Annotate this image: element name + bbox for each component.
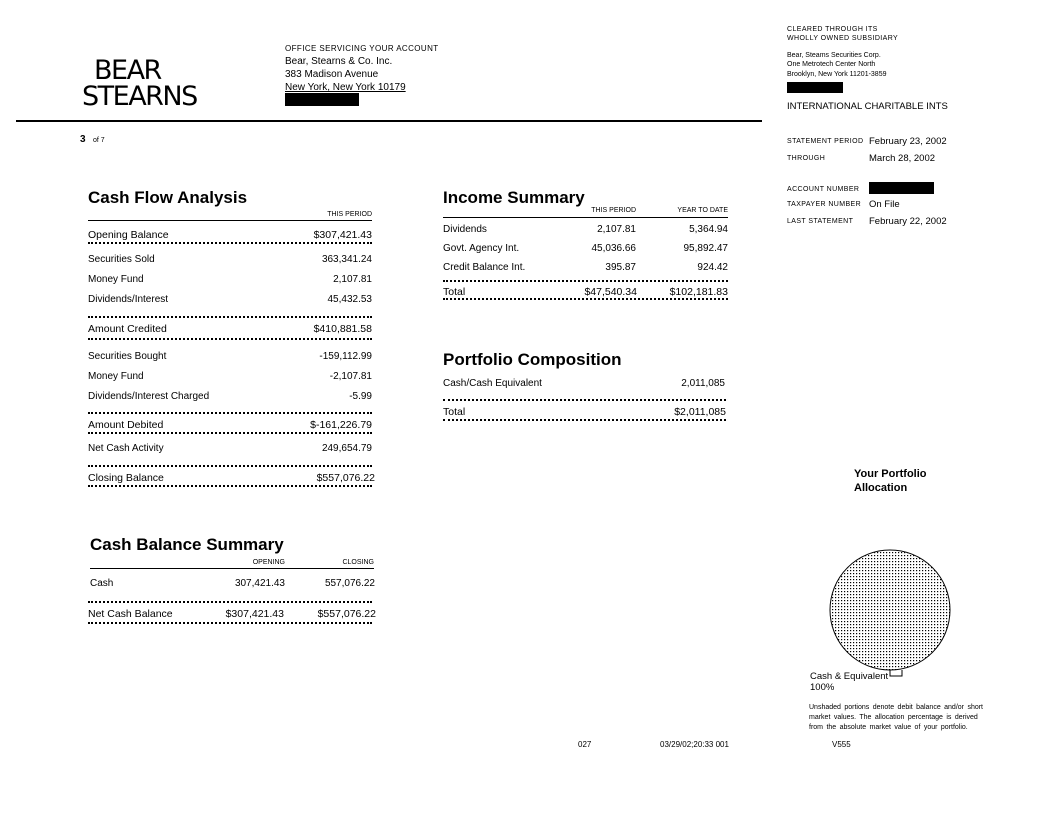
income-row-ytd: 95,892.47 [683,243,728,254]
header-rule [16,120,762,122]
page-indicator [80,129,105,147]
pie-slice-cash-equivalent [830,550,950,670]
cash-balance-col-opening: OPENING [252,559,285,566]
credit-label: Money Fund [88,274,144,285]
income-row-ytd: 5,364.94 [689,224,728,235]
income-row-period: 45,036.66 [591,243,636,254]
pie-slice-percent: 100% [810,682,835,693]
portfolio-total-value: $2,011,085 [674,406,726,418]
income-row-label: Govt. Agency Int. [443,243,520,254]
redacted-box [285,93,359,106]
last-statement-label: LAST STATEMENT [787,218,854,225]
net-cash-balance-label: Net Cash Balance [88,608,173,620]
pie-leader-line [890,670,902,676]
portfolio-total-label: Total [443,406,466,418]
clearing-street: One Metrotech Center North [787,61,876,68]
dotted-rule [88,412,372,414]
portfolio-row-label: Cash/Cash Equivalent [443,378,542,389]
cash-balance-rule [90,568,374,569]
allocation-title-line-1: Your Portfolio [854,468,927,480]
credit-value: 45,432.53 [327,294,372,305]
taxpayer-value: On File [869,199,900,210]
net-cash-activity-value: 249,654.79 [321,443,372,454]
pie-slice-label: Cash & Equivalent [810,671,889,682]
portfolio-row-value: 2,011,085 [681,378,725,389]
dotted-rule [88,465,372,467]
amount-debited-value: $-161,226.79 [310,419,372,431]
cash-flow-col-header: THIS PERIOD [327,211,372,218]
bear-stearns-logo [82,55,197,112]
clearing-line-1: CLEARED THROUGH ITS [787,26,878,33]
through-value: March 28, 2002 [869,153,936,164]
page-of: of 7 [93,137,105,144]
account-name: INTERNATIONAL CHARITABLE INTS [787,101,948,112]
logo-line-1: BEAR [94,55,161,86]
portfolio-title: Portfolio Composition [443,350,622,369]
income-row-period: 2,107.81 [597,224,636,235]
dotted-rule [88,622,372,624]
allocation-note [809,703,983,733]
income-total-label: Total [443,286,466,298]
closing-balance-label: Closing Balance [88,472,164,484]
office-name: Bear, Stearns & Co. Inc. [285,56,393,67]
dotted-rule [443,280,728,282]
amount-credited-value: $410,881.58 [313,323,372,335]
account-number-label: ACCOUNT NUMBER [787,186,860,193]
last-statement-value: February 22, 2002 [869,216,947,227]
dotted-rule [88,242,372,244]
redacted-box [787,82,843,93]
income-col-ytd: YEAR TO DATE [677,207,728,214]
debit-value: -159,112.99 [319,351,372,362]
allocation-note-line-3: from the absolute market value of your portfolio. [809,724,968,731]
dotted-rule [443,419,726,421]
credit-value: 363,341.24 [321,254,372,265]
dotted-rule [443,298,728,300]
cash-row-opening: 307,421.43 [234,578,285,589]
through-label: THROUGH [787,155,826,162]
cash-balance-col-closing: CLOSING [342,559,374,566]
net-cash-balance-opening: $307,421.43 [225,608,284,620]
cash-flow-title: Cash Flow Analysis [88,188,248,207]
allocation-title-line-2: Allocation [854,482,908,494]
debit-label: Dividends/Interest Charged [88,391,210,402]
office-city: New York, New York 10179 [285,82,406,93]
taxpayer-label: TAXPAYER NUMBER [787,201,862,208]
credit-label: Securities Sold [88,254,155,265]
office-heading: OFFICE SERVICING YOUR ACCOUNT [285,44,439,53]
allocation-pie-chart [820,540,970,685]
income-total-ytd: $102,181.83 [669,286,728,298]
allocation-title [854,467,927,495]
cash-row-label: Cash [90,578,114,589]
cash-flow-rule [88,220,372,221]
dotted-rule [88,485,372,487]
debit-label: Money Fund [88,371,144,382]
redacted-account-number [869,182,934,194]
income-row-period: 395.87 [605,262,636,273]
dotted-rule [88,316,372,318]
income-summary-title: Income Summary [443,188,585,207]
allocation-note-line-1: Unshaded portions denote debit balance and/or short [809,704,984,711]
net-cash-activity-label: Net Cash Activity [88,443,164,454]
clearing-name: Bear, Steams Securities Corp. [787,52,881,59]
dotted-rule [88,432,372,434]
amount-debited-label: Amount Debited [88,419,164,431]
amount-credited-label: Amount Credited [88,323,167,335]
cash-balance-title: Cash Balance Summary [90,535,284,554]
clearing-line-2: WHOLLY OWNED SUBSIDIARY [787,35,899,42]
debit-label: Securities Bought [88,351,167,362]
cash-row-closing: 557,076.22 [324,578,375,589]
dotted-rule [88,601,372,603]
office-street: 383 Madison Avenue [285,69,379,80]
credit-value: 2,107.81 [333,274,372,285]
income-rule [443,217,728,218]
statement-period-value: February 23, 2002 [869,136,947,147]
allocation-note-line-2: market values. The allocation percentage is derived [809,714,978,721]
page-number: 3 [80,134,86,145]
income-col-this-period: THIS PERIOD [591,207,636,214]
opening-balance-value: $307,421.43 [313,229,372,241]
income-row-label: Credit Balance Int. [443,262,526,273]
income-row-label: Dividends [443,224,487,235]
net-cash-balance-closing: $557,076.22 [317,608,376,620]
income-row-ytd: 924.42 [697,262,728,273]
opening-balance-label: Opening Balance [88,229,169,241]
footer-code: 027 [578,740,592,749]
closing-balance-value: $557,076.22 [316,472,375,484]
logo-line-2: STEARNS [82,81,197,112]
dotted-rule [88,338,372,340]
footer-timestamp: 03/29/02;20:33 001 [660,740,729,749]
debit-value: -5.99 [349,391,372,402]
credit-label: Dividends/Interest [88,294,169,305]
clearing-city: Brooklyn, New York 11201-3859 [787,71,887,78]
debit-value: -2,107.81 [329,371,372,382]
statement-period-label: STATEMENT PERIOD [787,138,864,145]
footer-ref: V555 [832,740,851,749]
dotted-rule [443,399,726,401]
income-total-period: $47,540.34 [584,286,637,298]
